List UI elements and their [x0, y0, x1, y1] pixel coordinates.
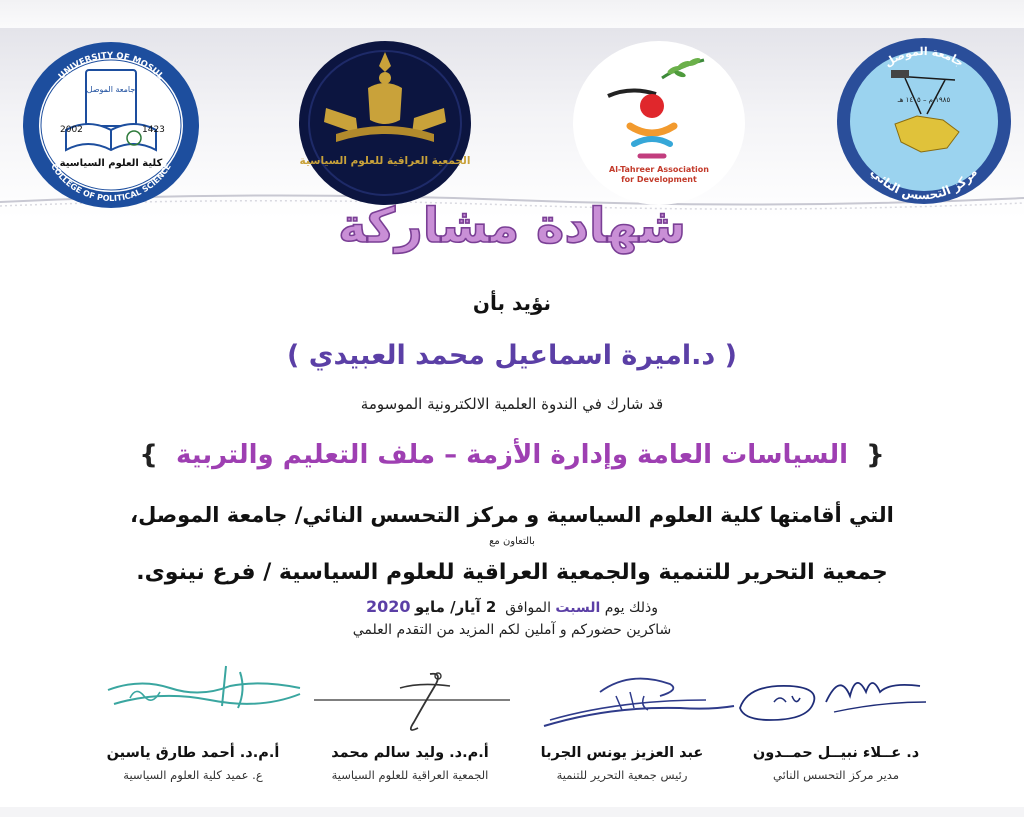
signatory-4-name: أ.م.د. أحمد طارق ياسين: [106, 745, 280, 761]
college-logo-top-text: UNIVERSITY OF MOSUL: [56, 50, 166, 82]
iraqi-association-logo: [296, 38, 474, 208]
signatory-1-title: مدير مركز التحسس النائي: [772, 768, 899, 782]
date-year: 2020: [365, 597, 411, 616]
certificate-title: [312, 192, 712, 256]
signatory-3-name: أ.م.د. وليد سالم محمد: [331, 745, 489, 761]
certify-line: نؤيد بأن: [472, 291, 552, 315]
signatory-2-name: عبد العزيز يونس الجربا: [540, 745, 704, 761]
participation-line: قد شارك في الندوة العلمية الالكترونية الموسومة: [360, 395, 664, 413]
tahreer-logo-line2: for Development: [621, 175, 697, 184]
college-logo-arabic: كلية العلوم السياسية: [59, 158, 163, 169]
thanks-line: شاكرين حضوركم و آملين لكم المزيد من التقدم العلمي: [352, 622, 672, 638]
college-logo-inner-text: جامعة الموصل: [86, 85, 136, 94]
signature-ahmed-tariq: [100, 660, 310, 730]
signature-abdulaziz: [530, 666, 740, 736]
recipient-name: ( د.اميرة اسماعيل محمد العبيدي ): [286, 340, 738, 371]
topic-open-brace: {: [866, 440, 885, 470]
college-logo-year-left: 2002: [60, 125, 83, 135]
remote-sensing-logo-top: جامعة الموصل: [882, 44, 967, 70]
signatory-1-name: د. عــلاء نبيــل حمــدون: [752, 745, 920, 761]
seminar-topic: السياسات العامة وإدارة الأزمة – ملف التعليم والتربية: [175, 440, 849, 470]
remote-sensing-logo: [835, 36, 1013, 206]
organizers-line: التي أقامتها كلية العلوم السياسية و مركز التحسس النائي/ جامعة الموصل،: [130, 503, 894, 527]
signature-waleed-salim: [310, 662, 520, 737]
top-band: [0, 0, 1024, 30]
bottom-band: [0, 807, 1024, 817]
date-mid: الموافق: [505, 600, 551, 616]
remote-sensing-logo-years: ١٩٨٥ م – ١٤٠٥ هـ: [897, 96, 951, 104]
tahreer-logo-line1: Al-Tahreer Association: [609, 165, 709, 174]
date-day: السبت: [555, 600, 601, 616]
date-value: 2 آيار/ مايو: [414, 598, 497, 616]
cooperation-line: بالتعاون مع: [489, 536, 535, 547]
signature-alaa-nabeel: [730, 662, 930, 737]
tahreer-logo: [570, 38, 748, 208]
associations-line: جمعية التحرير للتنمية والجمعية العراقية للعلوم السياسية / فرع نينوى.: [136, 560, 888, 585]
topic-close-brace: }: [139, 440, 158, 470]
college-logo: [22, 40, 200, 210]
college-logo-year-right: 1423: [142, 125, 165, 135]
date-line: [0, 597, 1024, 616]
remote-sensing-logo-bottom: مركز التحسس النائي: [868, 165, 980, 203]
signatory-4-title: ع. عميد كلية العلوم السياسية: [123, 768, 263, 782]
iraqi-association-logo-text: الجمعية العراقية للعلوم السياسية: [299, 155, 471, 167]
seminar-topic-line: [0, 440, 1024, 470]
signatory-3-title: الجمعية العراقية للعلوم السياسية: [331, 768, 489, 782]
certificate-title-text: شهادة مشاركة: [338, 198, 686, 254]
signatory-2-title: رئيس جمعية التحرير للتنمية: [556, 768, 688, 782]
college-logo-bottom-text: COLLEGE OF POLITICAL SCIENCE: [49, 162, 173, 204]
date-prefix: وذلك يوم: [604, 600, 659, 616]
